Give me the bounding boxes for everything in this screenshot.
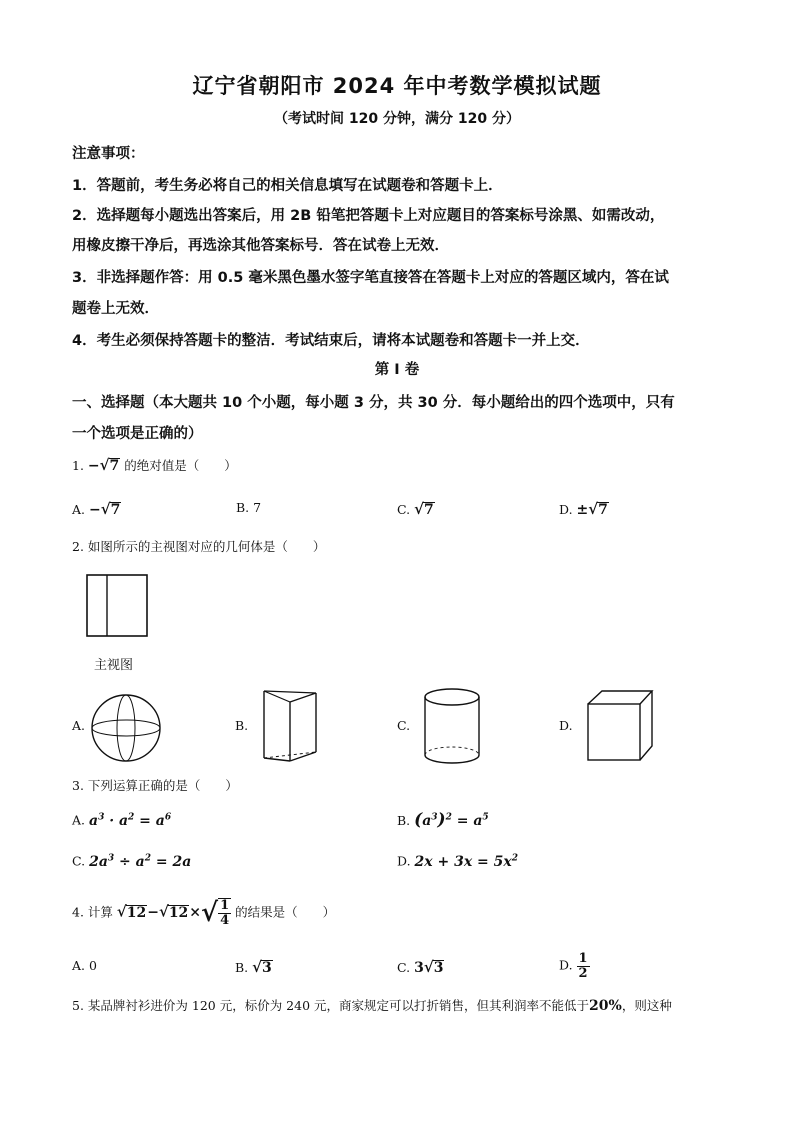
exam-title: 辽宁省朝阳市 2024 年中考数学模拟试题 [192, 74, 602, 98]
q2-option-b[interactable]: B. [235, 718, 249, 733]
q4-option-c[interactable]: C. 3√3 [397, 958, 444, 976]
q1-option-b[interactable]: B. 7 [236, 500, 262, 515]
section1-heading-cont: 一个选项是正确的） [72, 426, 203, 442]
section1-heading: 一、选择题（本大题共 10 个小题，每小题 3 分，共 30 分．每小题给出的四个选项中，只有 [72, 395, 675, 411]
cylinder-figure[interactable] [422, 687, 484, 767]
question-4: 4. 计算 √12−√12×√ $\frac{1}{4}$ 的结果是（ ） [72, 898, 336, 928]
q3-option-b[interactable]: B. $(a^3)^2 = a^5$ [397, 810, 489, 830]
q3-option-c[interactable]: C. $2a^3 \div a^2 = 2a$ [72, 853, 192, 870]
q2-option-a[interactable]: A. [72, 718, 86, 733]
q4-option-b[interactable]: B. √3 [235, 958, 272, 976]
front-view-caption: 主视图 [94, 658, 134, 673]
note-1: 1．答题前，考生务必将自己的相关信息填写在试题卷和答题卡上． [72, 178, 503, 194]
question-5: 5. 某品牌衬衫进价为 120 元，标价为 240 元，商家规定可以打折销售，但其利润率不能低于20%，则这种 [72, 998, 672, 1014]
q3-option-a[interactable]: A. $a^3 \cdot a^2 = a^6$ [72, 812, 172, 829]
question-2: 2. 如图所示的主视图对应的几何体是（ ） [72, 539, 326, 554]
q1-option-d[interactable]: D. ±√7 [559, 500, 608, 518]
q4-option-a[interactable]: A. 0 [72, 958, 97, 973]
question-1: 1. −√7 的绝对值是（ ） [72, 456, 237, 474]
q3-option-d[interactable]: D. $2x + 3x = 5x^2$ [397, 853, 519, 870]
question-3: 3. 下列运算正确的是（ ） [72, 778, 238, 793]
cube-figure[interactable] [584, 688, 656, 764]
volume-heading: 第 I 卷 [374, 362, 420, 378]
q2-option-d[interactable]: D. [559, 718, 573, 733]
q1-option-c[interactable]: C. √7 [397, 500, 434, 518]
sphere-figure[interactable] [90, 692, 164, 764]
front-view-figure [86, 574, 150, 638]
triangular-prism-figure[interactable] [256, 688, 328, 766]
notes-heading: 注意事项： [72, 146, 145, 162]
note-4: 4．考生必须保持答题卡的整洁．考试结束后，请将本试题卷和答题卡一并上交． [72, 333, 590, 349]
q2-option-c[interactable]: C. [397, 718, 411, 733]
q1-option-a[interactable]: A. −√7 [72, 500, 121, 518]
q4-option-d[interactable]: D. $\frac{1}{2}$ [559, 951, 588, 981]
note-3-cont: 题卷上无效． [72, 301, 159, 317]
note-3: 3．非选择题作答：用 0.5 毫米黑色墨水签字笔直接答在答题卡上对应的答题区域内，答在试 [72, 270, 669, 286]
exam-subtitle: （考试时间 120 分钟，满分 120 分） [274, 111, 520, 127]
note-2-cont: 用橡皮擦干净后，再选涂其他答案标号．答在试卷上无效． [72, 238, 449, 254]
note-2: 2．选择题每小题选出答案后，用 2B 铅笔把答题卡上对应题目的答案标号涂黑、如需改动， [72, 208, 665, 224]
